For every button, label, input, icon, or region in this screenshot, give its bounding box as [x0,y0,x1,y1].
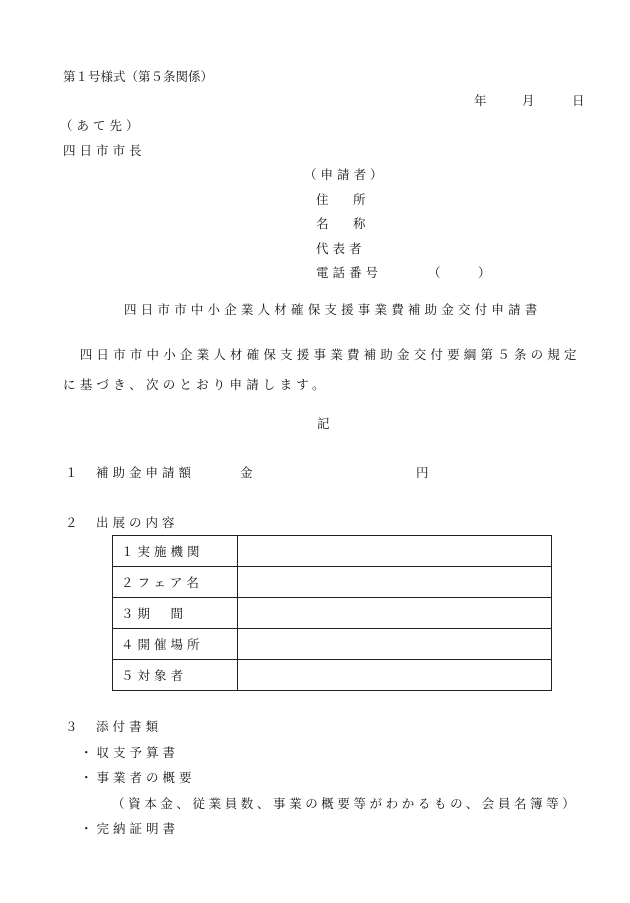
row-value-cell[interactable] [238,660,552,691]
row-number: ４ [121,637,138,652]
ki-heading: 記 [317,416,330,431]
row-label-cell [113,660,238,691]
row-value-cell[interactable] [238,567,552,598]
row-label-cell [113,629,238,660]
row-number: ３ [121,606,138,621]
row-label: フェア名 [137,575,203,590]
date-year: 年 [474,93,487,108]
table-row [113,598,552,629]
section3-number: ３ [65,719,78,734]
form-id: 第１号様式（第５条関係） [63,69,214,84]
document-title: 四日市市中小企業人材確保支援事業費補助金交付申請書 [124,302,542,317]
row-value-cell[interactable] [238,598,552,629]
attachment-item: ・事業者の概要 [80,770,196,785]
section1-number: １ [65,465,78,480]
table-row [113,536,552,567]
section1-kin: 金 [240,465,253,480]
attachment-item: ・収支予算書 [80,745,180,760]
row-label: 開催場所 [137,637,204,652]
row-label-cell [113,567,238,598]
applicant-address-label: 住 所 [316,192,372,207]
date-line [474,93,586,109]
row-label: 実施機関 [137,544,204,559]
section3-label: 添付書類 [96,719,163,734]
applicant-name-label: 名 称 [316,216,372,231]
section1-yen: 円 [416,465,429,480]
attachment-note: （資本金、従業員数、事業の概要等がわかるもの、会員名簿等） [112,796,579,811]
row-number: ５ [121,668,138,683]
addressee-prefix: （あて先） [60,118,143,133]
row-label-cell [113,536,238,567]
applicant-phone-paren: （ ） [428,265,491,280]
applicant-phone-label: 電話番号 [316,265,383,280]
row-number: ２ [121,575,138,590]
row-label: 対象者 [137,668,188,683]
section2-label: 出展の内容 [96,515,179,530]
section2-number: ２ [65,515,78,530]
date-day: 日 [572,93,585,108]
body-text: 四日市市中小企業人材確保支援事業費補助金交付要綱第５条の規定に基づき、次のとおり申請します。 [63,347,581,392]
applicant-representative-label: 代表者 [316,241,366,256]
section1-label: 補助金申請額 [96,465,196,480]
row-label-cell [113,598,238,629]
attachment-item: ・完納証明書 [80,821,180,836]
table-row [113,660,552,691]
table-row [113,629,552,660]
addressee-name: 四日市市長 [63,143,146,158]
row-label: 期 間 [137,606,188,621]
content-table [112,535,552,691]
row-value-cell[interactable] [238,629,552,660]
date-month: 月 [522,93,535,108]
table-row [113,567,552,598]
row-value-cell[interactable] [238,536,552,567]
applicant-heading: （申請者） [304,167,387,182]
row-number: １ [121,544,138,559]
